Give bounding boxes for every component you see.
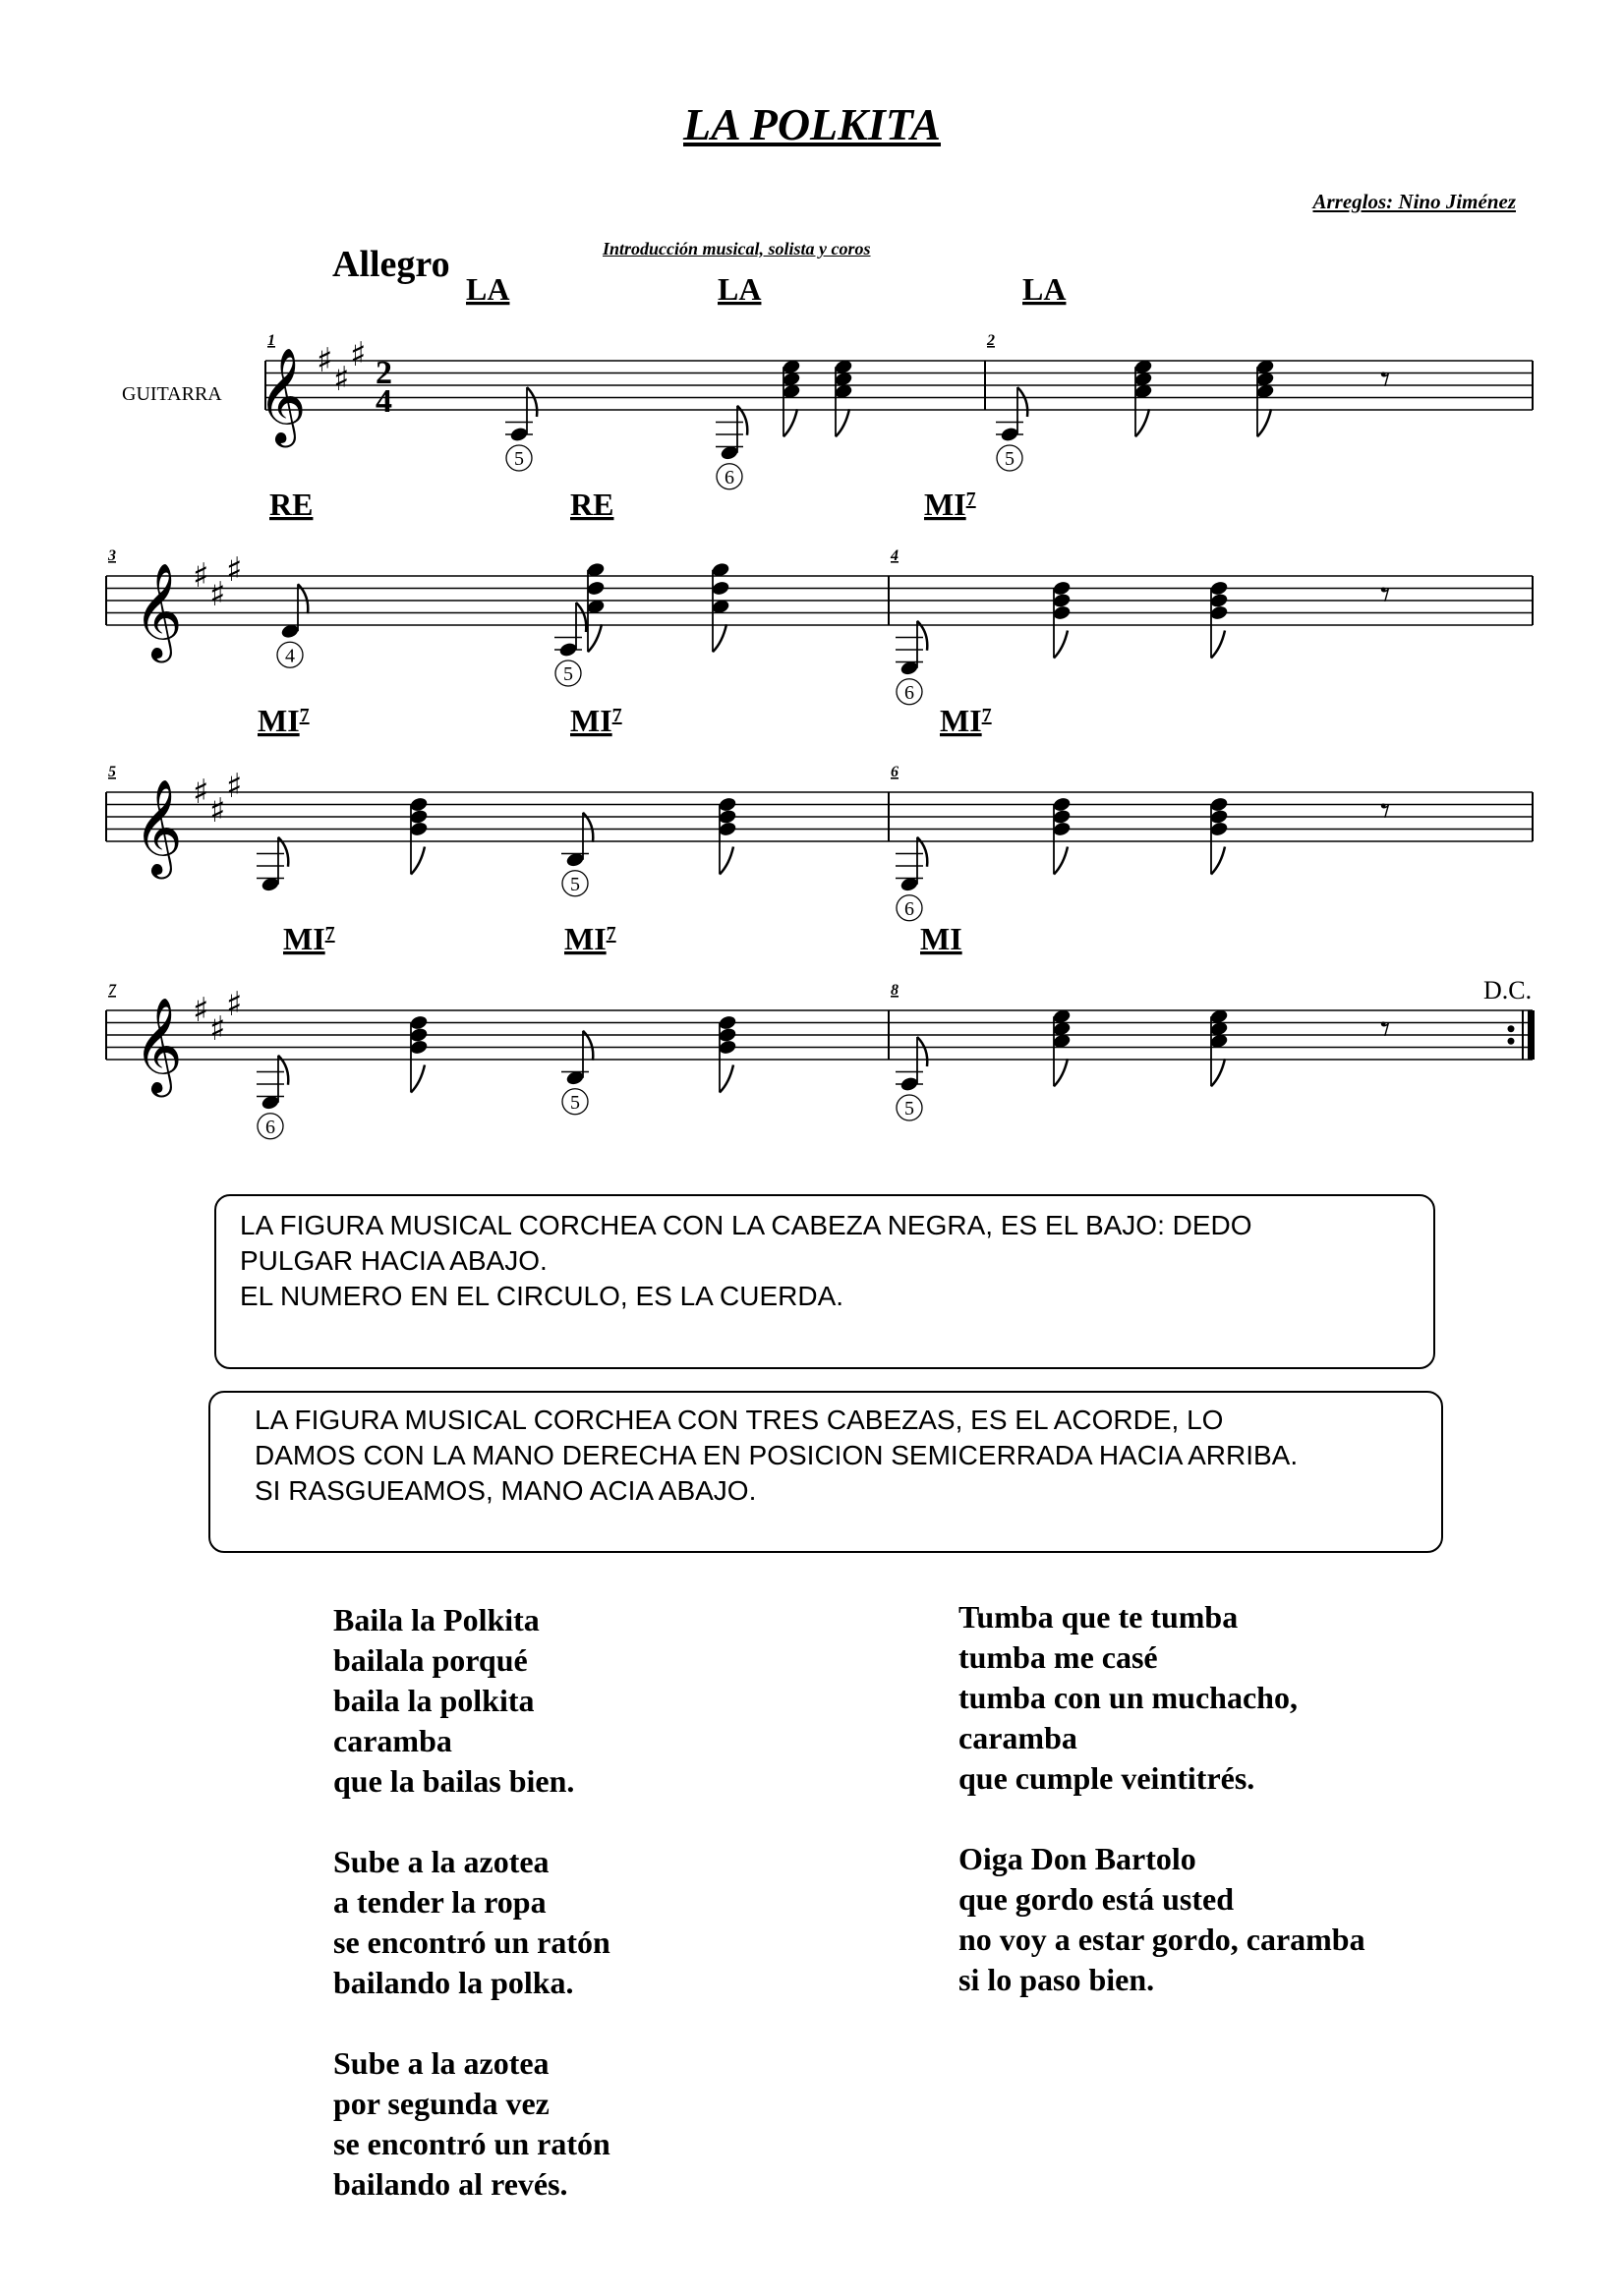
- staff-system: [258, 335, 1533, 489]
- da-capo-mark: D.C.: [1483, 976, 1533, 1004]
- sharp-icon: ♯: [209, 574, 226, 614]
- note-flag: [576, 603, 586, 632]
- note-head: [718, 1026, 737, 1043]
- note-head: [586, 580, 606, 597]
- note-head: [1052, 580, 1072, 597]
- measure-number: 2: [987, 332, 995, 349]
- lyric-line: que gordo está usted: [958, 1881, 1235, 1917]
- chord-superscript: 7: [611, 705, 622, 726]
- staff-system: [106, 550, 1533, 705]
- sharp-icon: ♯: [333, 359, 350, 399]
- sharp-icon: ♯: [226, 984, 243, 1024]
- note-head: [1000, 426, 1019, 442]
- treble-clef-icon: 𝄞: [134, 997, 183, 1093]
- sharp-icon: ♯: [193, 556, 209, 596]
- note-head: [1209, 796, 1229, 813]
- note-flag: [1054, 631, 1068, 659]
- note-head: [718, 808, 737, 825]
- measure-number: 8: [891, 982, 899, 999]
- note-head: [1052, 604, 1072, 621]
- chord-symbol: MI: [920, 921, 962, 956]
- note-flag: [720, 847, 733, 875]
- note-head: [1209, 580, 1229, 597]
- lyric-line: que la bailas bien.: [333, 1763, 575, 1799]
- chord-symbol: $MI^7$: [258, 703, 310, 738]
- sharp-icon: ♯: [193, 773, 209, 812]
- treble-clef-icon: 𝄞: [258, 347, 307, 443]
- box-line: PULGAR HACIA ABAJO.: [240, 1245, 548, 1276]
- note-head: [409, 1014, 429, 1031]
- chord-superscript: 7: [606, 923, 616, 945]
- chord-symbol: $MI^7$: [940, 703, 992, 738]
- note-flag: [1135, 409, 1149, 436]
- chord-symbol: LA: [718, 271, 762, 307]
- time-signature-numerator: 2: [376, 355, 392, 391]
- lyric-line: Sube a la azotea: [333, 1844, 550, 1879]
- note-head: [1052, 821, 1072, 837]
- string-number: 5: [1005, 448, 1015, 470]
- measure-number: 1: [267, 332, 275, 349]
- note-head: [409, 808, 429, 825]
- note-head: [558, 641, 578, 658]
- chord-superscript: 7: [981, 705, 992, 726]
- chord-superscript: 7: [965, 488, 976, 510]
- note-flag: [917, 1037, 927, 1066]
- string-number: 5: [570, 873, 580, 895]
- eighth-rest-icon: 𝄾: [1380, 788, 1391, 834]
- time-signature-denominator: 4: [376, 383, 392, 420]
- measure-number: 4: [891, 547, 899, 564]
- lyric-line: bailando la polka.: [333, 1965, 574, 2000]
- note-head: [899, 1075, 919, 1092]
- eighth-rest-icon: 𝄾: [1380, 357, 1391, 403]
- measure-number: 6: [891, 764, 899, 780]
- note-head: [509, 426, 529, 442]
- note-flag: [411, 847, 425, 875]
- sharp-icon: ♯: [226, 549, 243, 590]
- lyric-line: si lo paso bien.: [958, 1962, 1155, 1997]
- note-flag: [1017, 387, 1027, 417]
- string-number: 5: [570, 1091, 580, 1114]
- instrument-label: GUITARRA: [122, 383, 222, 405]
- note-flag: [1211, 631, 1225, 659]
- note-flag: [713, 624, 726, 652]
- chord-symbol: $MI^7$: [924, 487, 976, 522]
- note-flag: [783, 409, 797, 436]
- staff-system: [106, 767, 1533, 921]
- lyrics-stanza: [333, 2043, 610, 2205]
- sharp-icon: ♯: [193, 991, 209, 1030]
- lyric-line: tumba me casé: [958, 1639, 1158, 1675]
- chord-symbol: $MI^7$: [283, 921, 335, 956]
- string-number: 5: [563, 663, 573, 685]
- string-number: 5: [904, 1098, 914, 1119]
- sharp-icon: ♯: [209, 1008, 226, 1049]
- note-head: [718, 1014, 737, 1031]
- note-head: [1052, 808, 1072, 825]
- lyric-line: Baila la Polkita: [333, 1602, 540, 1637]
- box-line: SI RASGUEAMOS, MANO ACIA ABAJO.: [255, 1475, 757, 1506]
- chord-superscript: 7: [324, 923, 335, 945]
- note-flag: [836, 409, 849, 436]
- lyrics-stanza: [333, 1842, 610, 2003]
- note-head: [711, 580, 730, 597]
- lyric-line: Oiga Don Bartolo: [958, 1841, 1196, 1876]
- string-number: 6: [265, 1116, 275, 1138]
- note-flag: [1054, 1059, 1068, 1086]
- eighth-rest-icon: 𝄾: [1380, 572, 1391, 618]
- box-line: LA FIGURA MUSICAL CORCHEA CON LA CABEZA NEGRA, ES EL BAJO: DEDO: [240, 1210, 1252, 1240]
- repeat-dot: [1508, 1038, 1515, 1045]
- note-head: [718, 821, 737, 837]
- bass-note-explanation-box: [214, 1194, 1435, 1369]
- measure-number: 5: [108, 764, 116, 780]
- lyrics-stanza: [958, 1839, 1365, 2000]
- chord-symbol: $MI^7$: [570, 703, 622, 738]
- note-head: [718, 1039, 737, 1056]
- note-flag: [720, 1065, 733, 1093]
- intro-note: Introducción musical, solista y coros: [603, 239, 871, 258]
- chord-symbol: LA: [466, 271, 510, 307]
- note-head: [1209, 821, 1229, 837]
- lyric-line: que cumple veintitrés.: [958, 1760, 1255, 1796]
- measure-number: 7: [108, 982, 116, 999]
- final-barline: [1528, 1010, 1535, 1060]
- treble-clef-icon: 𝄞: [134, 778, 183, 875]
- note-head: [409, 821, 429, 837]
- string-number: 6: [904, 681, 914, 704]
- sharp-icon: ♯: [209, 790, 226, 831]
- note-head: [1209, 604, 1229, 621]
- note-head: [1209, 592, 1229, 608]
- chord-symbol: RE: [570, 487, 614, 522]
- note-flag: [588, 624, 602, 652]
- chord-symbol: LA: [1022, 271, 1067, 307]
- treble-clef-icon: 𝄞: [134, 562, 183, 659]
- chord-superscript: 7: [299, 705, 310, 726]
- repeat-dot: [1508, 1025, 1515, 1032]
- chord-symbol: $MI^7$: [564, 921, 616, 956]
- lyric-line: por segunda vez: [333, 2086, 550, 2121]
- note-flag: [411, 1065, 425, 1093]
- lyric-line: Tumba que te tumba: [958, 1599, 1239, 1635]
- lyric-line: baila la polkita: [333, 1683, 535, 1718]
- string-number: 6: [904, 897, 914, 920]
- eighth-rest-icon: 𝄾: [1380, 1006, 1391, 1053]
- tempo-marking: Allegro: [332, 244, 450, 285]
- staff-system: [106, 985, 1535, 1139]
- lyric-line: se encontró un ratón: [333, 1924, 610, 1960]
- lyric-line: a tender la ropa: [333, 1884, 547, 1920]
- string-number: 6: [725, 466, 734, 488]
- chord-symbol: RE: [269, 487, 314, 522]
- note-head: [718, 796, 737, 813]
- note-head: [1052, 592, 1072, 608]
- lyric-line: tumba con un muchacho,: [958, 1680, 1298, 1715]
- note-flag: [1211, 847, 1225, 875]
- note-head: [409, 796, 429, 813]
- lyrics-stanza: [958, 1597, 1365, 1799]
- note-head: [409, 1026, 429, 1043]
- measure-number: 3: [108, 547, 116, 564]
- arranger-credit: Arreglos: Nino Jiménez: [1312, 190, 1516, 213]
- note-flag: [1257, 409, 1271, 436]
- sharp-icon: ♯: [317, 341, 333, 380]
- lyric-line: caramba: [958, 1720, 1077, 1755]
- lyric-line: bailando al revés.: [333, 2166, 568, 2202]
- lyrics-column-left: [333, 1600, 610, 2245]
- note-head: [409, 1039, 429, 1056]
- box-line: LA FIGURA MUSICAL CORCHEA CON TRES CABEZAS, ES EL ACORDE, LO: [255, 1405, 1224, 1435]
- sharp-icon: ♯: [226, 766, 243, 806]
- string-number: 4: [285, 645, 295, 667]
- string-number: 5: [514, 448, 524, 470]
- box-line: EL NUMERO EN EL CIRCULO, ES LA CUERDA.: [240, 1281, 844, 1311]
- page-title: LA POLKITA: [683, 99, 941, 149]
- lyric-line: caramba: [333, 1723, 452, 1758]
- sharp-icon: ♯: [350, 334, 367, 374]
- lyric-line: Sube a la azotea: [333, 2045, 550, 2081]
- note-flag: [527, 387, 537, 417]
- note-head: [1209, 808, 1229, 825]
- lyrics-column-right: [958, 1597, 1365, 2040]
- lyric-line: no voy a estar gordo, caramba: [958, 1922, 1365, 1957]
- lyric-line: bailala porqué: [333, 1642, 528, 1678]
- chord-explanation-box: [208, 1391, 1443, 1553]
- box-line: DAMOS CON LA MANO DERECHA EN POSICION SEMICERRADA HACIA ARRIBA.: [255, 1440, 1299, 1470]
- lyrics-stanza: [333, 1600, 610, 1802]
- note-head: [1052, 796, 1072, 813]
- lyric-line: se encontró un ratón: [333, 2126, 610, 2161]
- note-flag: [1211, 1059, 1225, 1086]
- note-flag: [1054, 847, 1068, 875]
